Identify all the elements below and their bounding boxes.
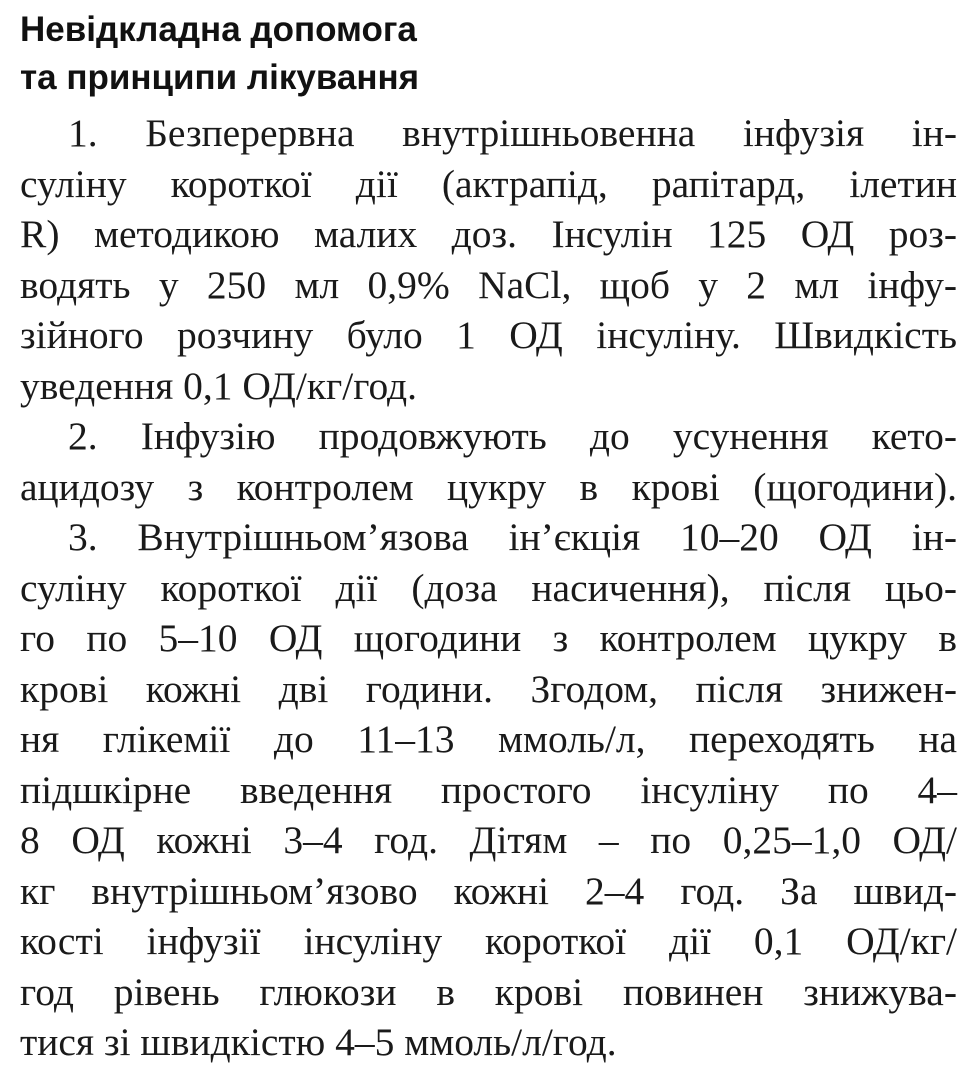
text-line: суліну короткої дії (доза насичення), після цьо- <box>20 565 957 610</box>
text-line: кг внутрішньом’язово кожні 2–4 год. За швид- <box>20 868 957 913</box>
text-line: уведення 0,1 ОД/кг/год. <box>20 363 418 408</box>
text-line: 3. Внутрішньом’язова ін’єкція 10–20 ОД ін- <box>68 515 957 559</box>
text-line: зійного розчину було 1 ОД інсуліну. Швидкість <box>20 313 957 357</box>
text-line: R) методикою малих доз. Інсулін 125 ОД роз- <box>20 212 957 256</box>
text-line: го по 5–10 ОД щогодини з контролем цукру в <box>20 616 957 660</box>
text-line: водять у 250 мл 0,9% NaCl, щоб у 2 мл інфу- <box>20 262 957 307</box>
text-line: крові кожні дві години. Згодом, після знижен- <box>20 666 957 711</box>
section-heading <box>20 6 957 102</box>
text-line: тися зі швидкістю 4–5 ммоль/л/год. <box>20 1020 617 1064</box>
heading-line-1: Невідкладна допомога <box>20 10 417 49</box>
text-line: підшкірне введення простого інсуліну по 4– <box>20 767 957 812</box>
heading-line-2: та принципи лікування <box>20 58 420 97</box>
text-line: ня глікемії до 11–13 ммоль/л, переходять на <box>20 717 957 761</box>
text-line: 8 ОД кожні 3–4 год. Дітям – по 0,25–1,0 ОД/ <box>20 818 957 862</box>
body-text <box>20 108 957 1068</box>
paragraph-1 <box>20 108 957 411</box>
paragraph-2 <box>20 411 957 512</box>
text-line: 1. Безперервна внутрішньовенна інфузія ін- <box>68 111 957 155</box>
text-line: кості інфузії інсуліну короткої дії 0,1 ОД/кг/ <box>20 919 957 963</box>
text-line: суліну короткої дії (актрапід, рапітард, ілетин <box>20 161 957 206</box>
text-line: 2. Інфузію продовжують до усунення кето- <box>68 414 957 458</box>
paragraph-3 <box>20 512 957 1068</box>
text-line: год рівень глюкози в крові повинен знижува- <box>20 969 957 1014</box>
text-line: ацидозу з контролем цукру в крові (щогодини). <box>20 464 957 509</box>
